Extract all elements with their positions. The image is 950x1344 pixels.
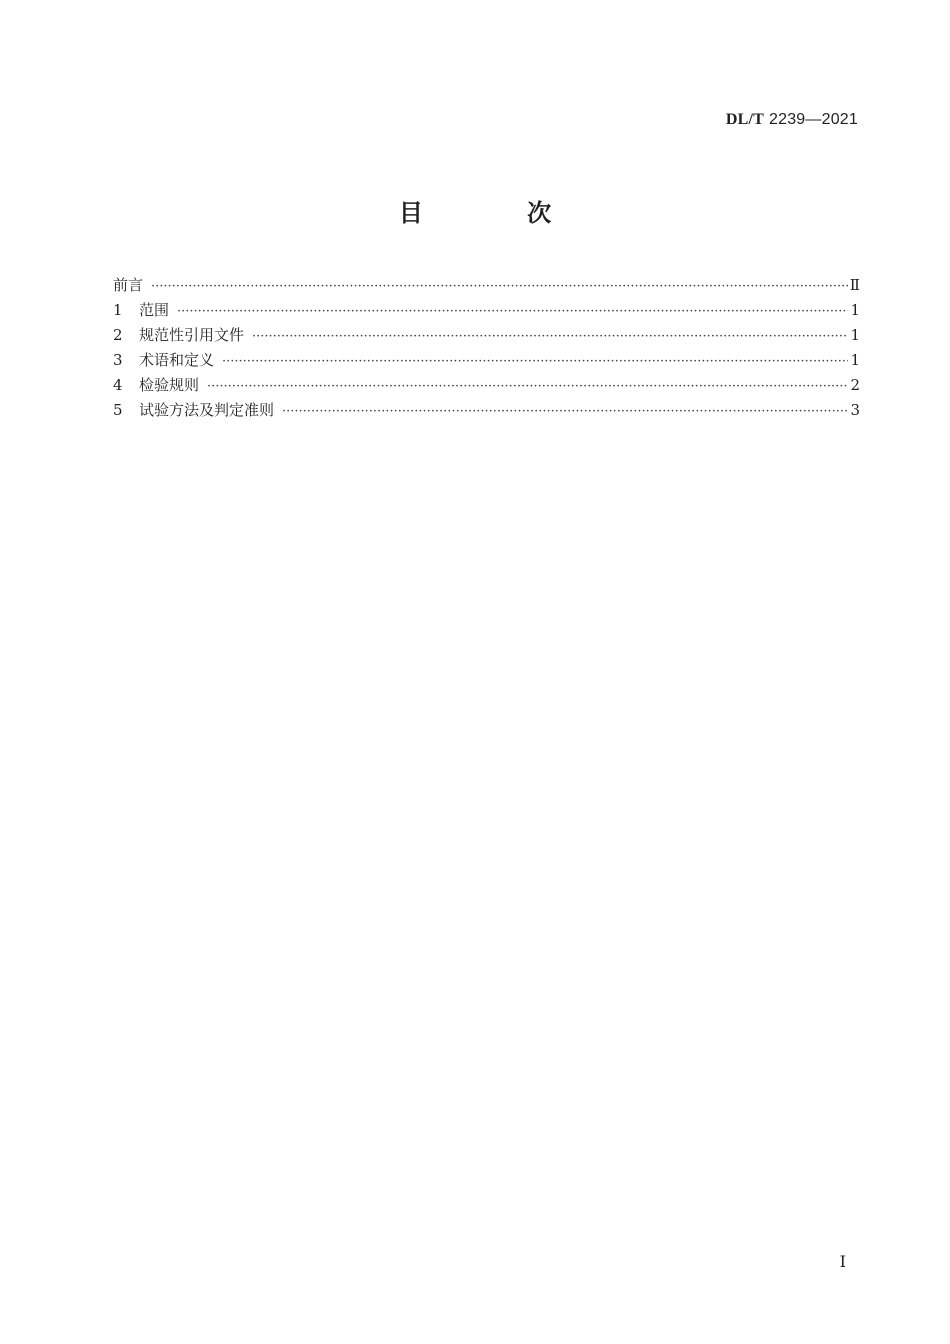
toc-entry-label: 检验规则 [139, 376, 200, 394]
dot-leader [222, 354, 848, 369]
toc-entry-inspection-rules[interactable] [113, 374, 860, 399]
toc-entry-label: 前言 [113, 276, 144, 294]
dot-leader [207, 379, 848, 394]
toc-entry-page: 2 [850, 376, 860, 394]
dot-leader [252, 329, 848, 344]
toc-entry-number: 5 [113, 401, 123, 419]
toc-entry-number: 3 [113, 351, 123, 369]
dot-leader [177, 304, 848, 319]
standard-prefix: DL/T [725, 111, 764, 128]
toc-entry-terms-definitions[interactable] [113, 349, 860, 374]
toc-entry-label: 范围 [139, 301, 170, 319]
toc-entry-label: 术语和定义 [139, 351, 215, 369]
toc-entry-page: 1 [850, 351, 860, 369]
table-of-contents [113, 274, 860, 424]
toc-entry-label: 规范性引用文件 [139, 326, 245, 344]
toc-entry-number: 2 [113, 326, 123, 344]
standard-code [726, 109, 858, 129]
toc-entry-foreword[interactable] [113, 274, 860, 299]
standard-number: 2239—2021 [769, 111, 858, 128]
toc-entry-test-methods[interactable] [113, 399, 860, 424]
toc-entry-page: 1 [850, 326, 860, 344]
toc-entry-normative-references[interactable] [113, 324, 860, 349]
dot-leader [282, 404, 848, 419]
toc-entry-page: 1 [850, 301, 860, 319]
toc-entry-page: Ⅱ [849, 276, 860, 294]
toc-entry-label: 试验方法及判定准则 [139, 401, 275, 419]
dot-leader [151, 279, 848, 294]
toc-entry-page: 3 [850, 401, 860, 419]
toc-entry-number: 4 [113, 376, 123, 394]
toc-entry-number: 1 [113, 301, 123, 319]
page-title: 目 次 [398, 199, 600, 227]
toc-entry-scope[interactable] [113, 299, 860, 324]
page-number: Ⅰ [839, 1254, 846, 1271]
